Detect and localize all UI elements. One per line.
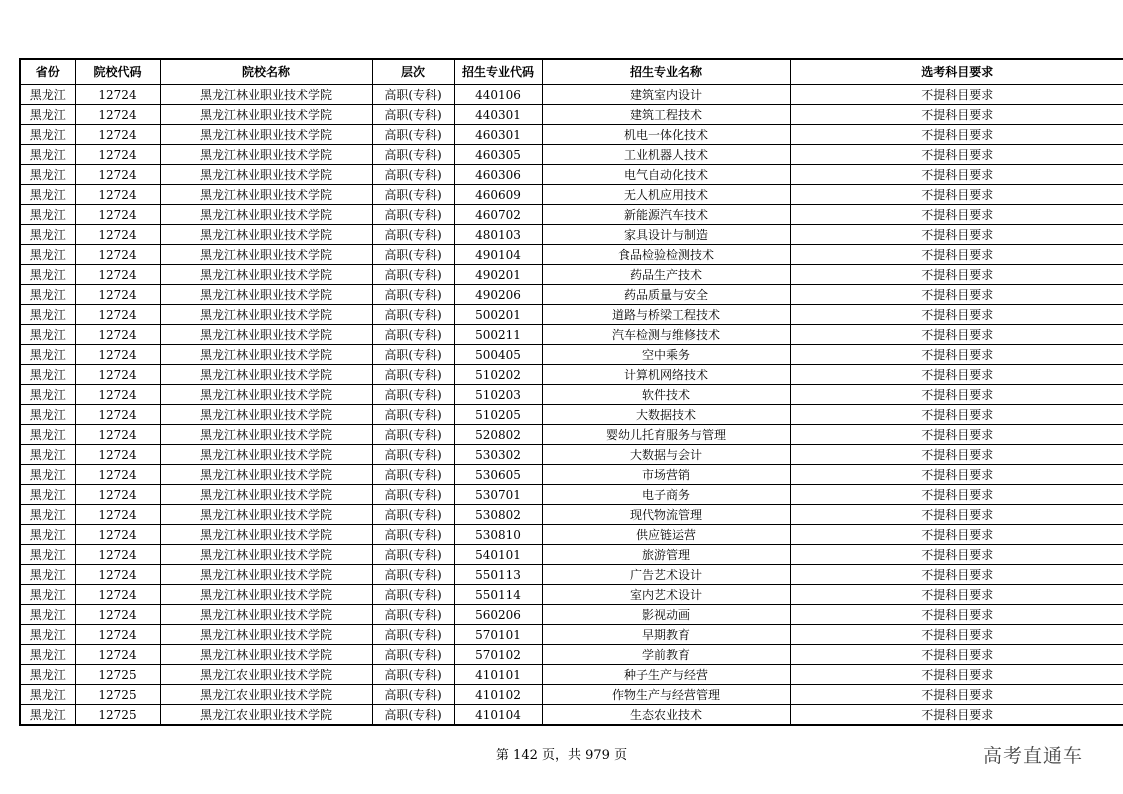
cell-subject-requirement: 不提科目要求 (790, 85, 1123, 105)
cell-level: 高职(专科) (372, 245, 454, 265)
table-row (20, 605, 1123, 625)
cell-level: 高职(专科) (372, 265, 454, 285)
cell-major-name: 供应链运营 (542, 525, 790, 545)
cell-level: 高职(专科) (372, 525, 454, 545)
cell-major-name: 家具设计与制造 (542, 225, 790, 245)
cell-major-code: 490104 (454, 245, 542, 265)
cell-school-name: 黑龙江林业职业技术学院 (160, 305, 372, 325)
cell-level: 高职(专科) (372, 105, 454, 125)
table-row (20, 485, 1123, 505)
cell-major-name: 计算机网络技术 (542, 365, 790, 385)
cell-school-code: 12724 (75, 605, 160, 625)
cell-school-name: 黑龙江农业职业技术学院 (160, 685, 372, 705)
cell-school-name: 黑龙江林业职业技术学院 (160, 545, 372, 565)
cell-province: 黑龙江 (20, 325, 75, 345)
cell-province: 黑龙江 (20, 125, 75, 145)
table-row (20, 545, 1123, 565)
cell-major-code: 530605 (454, 465, 542, 485)
cell-school-name: 黑龙江林业职业技术学院 (160, 165, 372, 185)
cell-subject-requirement: 不提科目要求 (790, 645, 1123, 665)
cell-school-name: 黑龙江林业职业技术学院 (160, 85, 372, 105)
cell-major-name: 软件技术 (542, 385, 790, 405)
header-major-name: 招生专业名称 (542, 59, 790, 85)
cell-level: 高职(专科) (372, 385, 454, 405)
cell-major-code: 540101 (454, 545, 542, 565)
cell-major-code: 460301 (454, 125, 542, 145)
cell-major-name: 早期教育 (542, 625, 790, 645)
cell-level: 高职(专科) (372, 705, 454, 726)
cell-level: 高职(专科) (372, 365, 454, 385)
cell-school-code: 12724 (75, 105, 160, 125)
table-row (20, 165, 1123, 185)
cell-subject-requirement: 不提科目要求 (790, 345, 1123, 365)
table-row (20, 305, 1123, 325)
cell-school-code: 12724 (75, 565, 160, 585)
cell-major-name: 旅游管理 (542, 545, 790, 565)
table-row (20, 385, 1123, 405)
table-row (20, 265, 1123, 285)
cell-major-name: 无人机应用技术 (542, 185, 790, 205)
cell-school-code: 12724 (75, 205, 160, 225)
cell-major-name: 影视动画 (542, 605, 790, 625)
cell-major-code: 490201 (454, 265, 542, 285)
cell-school-code: 12724 (75, 285, 160, 305)
cell-subject-requirement: 不提科目要求 (790, 305, 1123, 325)
cell-school-code: 12724 (75, 305, 160, 325)
cell-level: 高职(专科) (372, 485, 454, 505)
table-row (20, 105, 1123, 125)
cell-school-name: 黑龙江林业职业技术学院 (160, 525, 372, 545)
cell-major-code: 460609 (454, 185, 542, 205)
cell-province: 黑龙江 (20, 645, 75, 665)
cell-school-name: 黑龙江林业职业技术学院 (160, 485, 372, 505)
cell-province: 黑龙江 (20, 305, 75, 325)
cell-province: 黑龙江 (20, 165, 75, 185)
cell-subject-requirement: 不提科目要求 (790, 105, 1123, 125)
cell-school-code: 12724 (75, 165, 160, 185)
cell-school-code: 12724 (75, 505, 160, 525)
cell-province: 黑龙江 (20, 345, 75, 365)
cell-major-code: 560206 (454, 605, 542, 625)
header-school-code: 院校代码 (75, 59, 160, 85)
cell-school-code: 12724 (75, 225, 160, 245)
table-row (20, 125, 1123, 145)
admissions-table (19, 58, 1123, 726)
table-row (20, 505, 1123, 525)
cell-school-code: 12724 (75, 625, 160, 645)
cell-level: 高职(专科) (372, 665, 454, 685)
table-row (20, 685, 1123, 705)
cell-province: 黑龙江 (20, 625, 75, 645)
cell-province: 黑龙江 (20, 605, 75, 625)
cell-major-code: 510202 (454, 365, 542, 385)
cell-subject-requirement: 不提科目要求 (790, 465, 1123, 485)
cell-province: 黑龙江 (20, 205, 75, 225)
cell-province: 黑龙江 (20, 705, 75, 726)
cell-school-code: 12724 (75, 545, 160, 565)
cell-province: 黑龙江 (20, 585, 75, 605)
table-row (20, 405, 1123, 425)
cell-subject-requirement: 不提科目要求 (790, 145, 1123, 165)
cell-major-name: 汽车检测与维修技术 (542, 325, 790, 345)
cell-subject-requirement: 不提科目要求 (790, 325, 1123, 345)
cell-school-code: 12724 (75, 145, 160, 165)
cell-school-name: 黑龙江林业职业技术学院 (160, 205, 372, 225)
cell-province: 黑龙江 (20, 485, 75, 505)
cell-province: 黑龙江 (20, 445, 75, 465)
cell-major-code: 530802 (454, 505, 542, 525)
cell-province: 黑龙江 (20, 565, 75, 585)
table-row (20, 345, 1123, 365)
cell-level: 高职(专科) (372, 685, 454, 705)
cell-school-code: 12724 (75, 265, 160, 285)
cell-school-name: 黑龙江林业职业技术学院 (160, 225, 372, 245)
table-row (20, 565, 1123, 585)
cell-major-name: 现代物流管理 (542, 505, 790, 525)
cell-major-code: 500211 (454, 325, 542, 345)
table-row (20, 225, 1123, 245)
cell-level: 高职(专科) (372, 205, 454, 225)
table-body (20, 85, 1123, 726)
cell-school-name: 黑龙江林业职业技术学院 (160, 505, 372, 525)
cell-level: 高职(专科) (372, 545, 454, 565)
header-school-name: 院校名称 (160, 59, 372, 85)
cell-major-code: 500405 (454, 345, 542, 365)
cell-school-name: 黑龙江农业职业技术学院 (160, 705, 372, 726)
cell-subject-requirement: 不提科目要求 (790, 225, 1123, 245)
cell-province: 黑龙江 (20, 465, 75, 485)
cell-province: 黑龙江 (20, 665, 75, 685)
cell-major-name: 空中乘务 (542, 345, 790, 365)
cell-level: 高职(专科) (372, 185, 454, 205)
cell-major-code: 440301 (454, 105, 542, 125)
cell-level: 高职(专科) (372, 605, 454, 625)
table-row (20, 525, 1123, 545)
cell-level: 高职(专科) (372, 425, 454, 445)
cell-school-name: 黑龙江林业职业技术学院 (160, 185, 372, 205)
cell-level: 高职(专科) (372, 225, 454, 245)
cell-school-name: 黑龙江林业职业技术学院 (160, 345, 372, 365)
table-row (20, 665, 1123, 685)
cell-major-code: 500201 (454, 305, 542, 325)
cell-school-code: 12724 (75, 345, 160, 365)
table-row (20, 445, 1123, 465)
cell-major-code: 510203 (454, 385, 542, 405)
table-row (20, 365, 1123, 385)
table-row (20, 85, 1123, 105)
cell-level: 高职(专科) (372, 645, 454, 665)
cell-school-name: 黑龙江林业职业技术学院 (160, 245, 372, 265)
cell-school-name: 黑龙江林业职业技术学院 (160, 265, 372, 285)
cell-school-name: 黑龙江农业职业技术学院 (160, 665, 372, 685)
cell-province: 黑龙江 (20, 285, 75, 305)
cell-major-name: 药品质量与安全 (542, 285, 790, 305)
cell-school-name: 黑龙江林业职业技术学院 (160, 405, 372, 425)
cell-school-code: 12724 (75, 325, 160, 345)
cell-major-name: 电子商务 (542, 485, 790, 505)
table-row (20, 325, 1123, 345)
table-row (20, 285, 1123, 305)
cell-level: 高职(专科) (372, 165, 454, 185)
cell-major-name: 大数据技术 (542, 405, 790, 425)
table-row (20, 465, 1123, 485)
cell-subject-requirement: 不提科目要求 (790, 385, 1123, 405)
table-row (20, 185, 1123, 205)
cell-subject-requirement: 不提科目要求 (790, 585, 1123, 605)
cell-major-code: 480103 (454, 225, 542, 245)
cell-major-code: 410102 (454, 685, 542, 705)
cell-level: 高职(专科) (372, 85, 454, 105)
cell-level: 高职(专科) (372, 465, 454, 485)
cell-major-code: 460305 (454, 145, 542, 165)
cell-major-name: 种子生产与经营 (542, 665, 790, 685)
cell-school-code: 12724 (75, 245, 160, 265)
table-row (20, 625, 1123, 645)
cell-province: 黑龙江 (20, 405, 75, 425)
cell-subject-requirement: 不提科目要求 (790, 525, 1123, 545)
cell-level: 高职(专科) (372, 505, 454, 525)
page-number: 第 142 页，共 979 页 (495, 748, 628, 763)
cell-major-code: 550113 (454, 565, 542, 585)
cell-school-name: 黑龙江林业职业技术学院 (160, 325, 372, 345)
cell-level: 高职(专科) (372, 145, 454, 165)
cell-province: 黑龙江 (20, 525, 75, 545)
cell-major-name: 电气自动化技术 (542, 165, 790, 185)
cell-school-name: 黑龙江林业职业技术学院 (160, 625, 372, 645)
cell-province: 黑龙江 (20, 245, 75, 265)
cell-major-name: 广告艺术设计 (542, 565, 790, 585)
cell-level: 高职(专科) (372, 125, 454, 145)
table-row (20, 705, 1123, 726)
cell-subject-requirement: 不提科目要求 (790, 445, 1123, 465)
cell-province: 黑龙江 (20, 385, 75, 405)
cell-major-code: 410104 (454, 705, 542, 726)
cell-province: 黑龙江 (20, 265, 75, 285)
cell-major-name: 药品生产技术 (542, 265, 790, 285)
cell-major-code: 510205 (454, 405, 542, 425)
cell-major-code: 460306 (454, 165, 542, 185)
cell-subject-requirement: 不提科目要求 (790, 245, 1123, 265)
cell-province: 黑龙江 (20, 85, 75, 105)
cell-major-name: 新能源汽车技术 (542, 205, 790, 225)
cell-major-name: 婴幼儿托育服务与管理 (542, 425, 790, 445)
cell-major-code: 530701 (454, 485, 542, 505)
cell-province: 黑龙江 (20, 145, 75, 165)
cell-province: 黑龙江 (20, 105, 75, 125)
table-row (20, 205, 1123, 225)
header-major-code: 招生专业代码 (454, 59, 542, 85)
cell-major-code: 530810 (454, 525, 542, 545)
cell-major-name: 室内艺术设计 (542, 585, 790, 605)
cell-major-code: 490206 (454, 285, 542, 305)
cell-province: 黑龙江 (20, 225, 75, 245)
cell-subject-requirement: 不提科目要求 (790, 665, 1123, 685)
cell-province: 黑龙江 (20, 365, 75, 385)
cell-province: 黑龙江 (20, 685, 75, 705)
table-row (20, 585, 1123, 605)
cell-level: 高职(专科) (372, 325, 454, 345)
cell-school-code: 12724 (75, 365, 160, 385)
cell-major-name: 食品检验检测技术 (542, 245, 790, 265)
cell-school-name: 黑龙江林业职业技术学院 (160, 145, 372, 165)
cell-major-name: 生态农业技术 (542, 705, 790, 726)
cell-school-code: 12724 (75, 465, 160, 485)
cell-major-code: 530302 (454, 445, 542, 465)
cell-school-code: 12724 (75, 425, 160, 445)
cell-subject-requirement: 不提科目要求 (790, 565, 1123, 585)
cell-major-name: 工业机器人技术 (542, 145, 790, 165)
cell-major-name: 学前教育 (542, 645, 790, 665)
cell-subject-requirement: 不提科目要求 (790, 365, 1123, 385)
cell-level: 高职(专科) (372, 405, 454, 425)
cell-subject-requirement: 不提科目要求 (790, 405, 1123, 425)
header-level: 层次 (372, 59, 454, 85)
cell-subject-requirement: 不提科目要求 (790, 425, 1123, 445)
cell-school-code: 12725 (75, 685, 160, 705)
cell-school-code: 12724 (75, 405, 160, 425)
cell-major-name: 大数据与会计 (542, 445, 790, 465)
cell-major-name: 机电一体化技术 (542, 125, 790, 145)
cell-school-name: 黑龙江林业职业技术学院 (160, 285, 372, 305)
cell-school-code: 12724 (75, 185, 160, 205)
cell-subject-requirement: 不提科目要求 (790, 705, 1123, 726)
cell-school-name: 黑龙江林业职业技术学院 (160, 585, 372, 605)
cell-school-code: 12724 (75, 485, 160, 505)
cell-province: 黑龙江 (20, 545, 75, 565)
cell-major-code: 570102 (454, 645, 542, 665)
cell-level: 高职(专科) (372, 285, 454, 305)
cell-school-name: 黑龙江林业职业技术学院 (160, 645, 372, 665)
cell-major-name: 建筑室内设计 (542, 85, 790, 105)
cell-province: 黑龙江 (20, 185, 75, 205)
cell-school-name: 黑龙江林业职业技术学院 (160, 565, 372, 585)
cell-school-code: 12724 (75, 385, 160, 405)
cell-subject-requirement: 不提科目要求 (790, 505, 1123, 525)
table-header-row (20, 59, 1123, 85)
cell-school-name: 黑龙江林业职业技术学院 (160, 605, 372, 625)
cell-major-name: 道路与桥梁工程技术 (542, 305, 790, 325)
cell-school-code: 12724 (75, 445, 160, 465)
cell-school-name: 黑龙江林业职业技术学院 (160, 125, 372, 145)
cell-subject-requirement: 不提科目要求 (790, 165, 1123, 185)
cell-major-code: 550114 (454, 585, 542, 605)
cell-subject-requirement: 不提科目要求 (790, 205, 1123, 225)
cell-major-name: 作物生产与经营管理 (542, 685, 790, 705)
cell-subject-requirement: 不提科目要求 (790, 545, 1123, 565)
cell-school-name: 黑龙江林业职业技术学院 (160, 465, 372, 485)
cell-province: 黑龙江 (20, 425, 75, 445)
cell-school-name: 黑龙江林业职业技术学院 (160, 105, 372, 125)
cell-level: 高职(专科) (372, 345, 454, 365)
cell-level: 高职(专科) (372, 625, 454, 645)
cell-major-code: 440106 (454, 85, 542, 105)
table-row (20, 245, 1123, 265)
cell-school-name: 黑龙江林业职业技术学院 (160, 425, 372, 445)
cell-school-name: 黑龙江林业职业技术学院 (160, 365, 372, 385)
cell-major-code: 460702 (454, 205, 542, 225)
cell-major-name: 市场营销 (542, 465, 790, 485)
cell-school-code: 12724 (75, 645, 160, 665)
cell-school-code: 12724 (75, 525, 160, 545)
cell-subject-requirement: 不提科目要求 (790, 625, 1123, 645)
cell-subject-requirement: 不提科目要求 (790, 285, 1123, 305)
cell-province: 黑龙江 (20, 505, 75, 525)
cell-level: 高职(专科) (372, 565, 454, 585)
table-row (20, 425, 1123, 445)
cell-school-code: 12724 (75, 125, 160, 145)
cell-level: 高职(专科) (372, 585, 454, 605)
cell-school-name: 黑龙江林业职业技术学院 (160, 445, 372, 465)
cell-subject-requirement: 不提科目要求 (790, 125, 1123, 145)
cell-major-code: 570101 (454, 625, 542, 645)
cell-subject-requirement: 不提科目要求 (790, 185, 1123, 205)
cell-subject-requirement: 不提科目要求 (790, 485, 1123, 505)
cell-level: 高职(专科) (372, 445, 454, 465)
cell-major-name: 建筑工程技术 (542, 105, 790, 125)
table-row (20, 645, 1123, 665)
header-province: 省份 (20, 59, 75, 85)
cell-level: 高职(专科) (372, 305, 454, 325)
cell-school-code: 12725 (75, 705, 160, 726)
cell-school-code: 12724 (75, 585, 160, 605)
table-row (20, 145, 1123, 165)
header-subject-requirement: 选考科目要求 (790, 59, 1123, 85)
cell-major-code: 520802 (454, 425, 542, 445)
cell-subject-requirement: 不提科目要求 (790, 265, 1123, 285)
cell-subject-requirement: 不提科目要求 (790, 685, 1123, 705)
cell-school-name: 黑龙江林业职业技术学院 (160, 385, 372, 405)
watermark-logo: 高考直通车 (983, 745, 1084, 767)
cell-school-code: 12724 (75, 85, 160, 105)
cell-major-code: 410101 (454, 665, 542, 685)
cell-school-code: 12725 (75, 665, 160, 685)
cell-subject-requirement: 不提科目要求 (790, 605, 1123, 625)
